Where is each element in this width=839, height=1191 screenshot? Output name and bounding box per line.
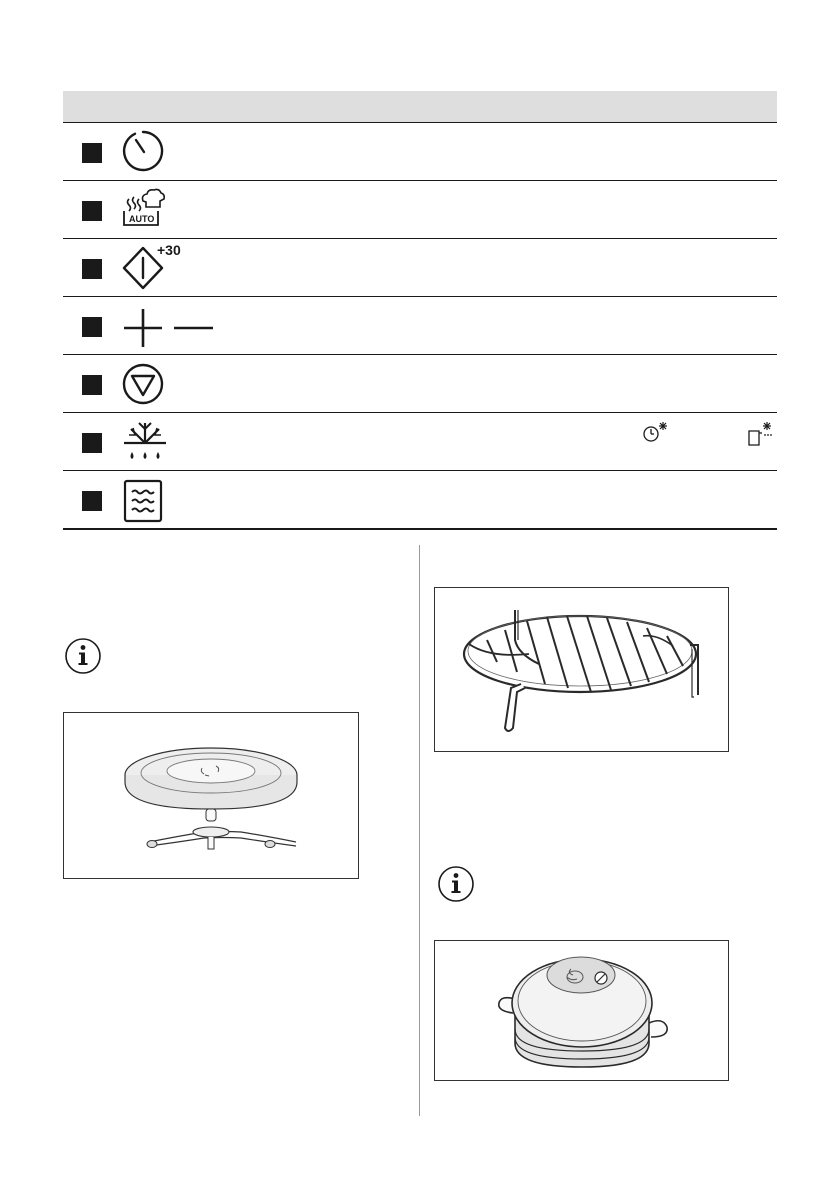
row-marker — [82, 259, 102, 279]
auto-label: AUTO — [129, 214, 155, 224]
turntable-figure — [63, 712, 359, 879]
defrost-icon — [121, 419, 169, 465]
column-divider — [419, 545, 420, 1116]
plus-minus-icon — [121, 303, 217, 347]
row-marker — [82, 143, 102, 163]
info-icon — [437, 865, 475, 903]
crisp-pan-with-lid-illustration — [435, 941, 728, 1080]
plus-30-label: +30 — [157, 242, 181, 258]
table-row — [63, 239, 777, 297]
row-marker — [82, 317, 102, 337]
row-marker — [82, 433, 102, 453]
table-row — [63, 355, 777, 413]
stop-icon — [121, 361, 165, 405]
wire-rack-illustration — [435, 588, 728, 751]
table-row — [63, 123, 777, 181]
table-row — [63, 181, 777, 239]
crisp-pan-figure — [434, 940, 729, 1081]
row-marker — [82, 375, 102, 395]
turntable-glass-plate-illustration — [64, 713, 358, 878]
wire-rack-figure — [434, 587, 729, 752]
weight-defrost-icon — [745, 419, 775, 449]
auto-steam-cook-icon — [121, 187, 171, 231]
table-row — [63, 471, 777, 530]
row-marker — [82, 491, 102, 511]
table-row — [63, 413, 777, 471]
info-icon — [64, 637, 102, 675]
table-header — [63, 91, 777, 123]
microwave-waves-icon — [121, 477, 165, 523]
row-marker — [82, 201, 102, 221]
clock-timer-icon — [121, 129, 165, 173]
table-row — [63, 297, 777, 355]
timer-defrost-icon — [641, 419, 671, 449]
